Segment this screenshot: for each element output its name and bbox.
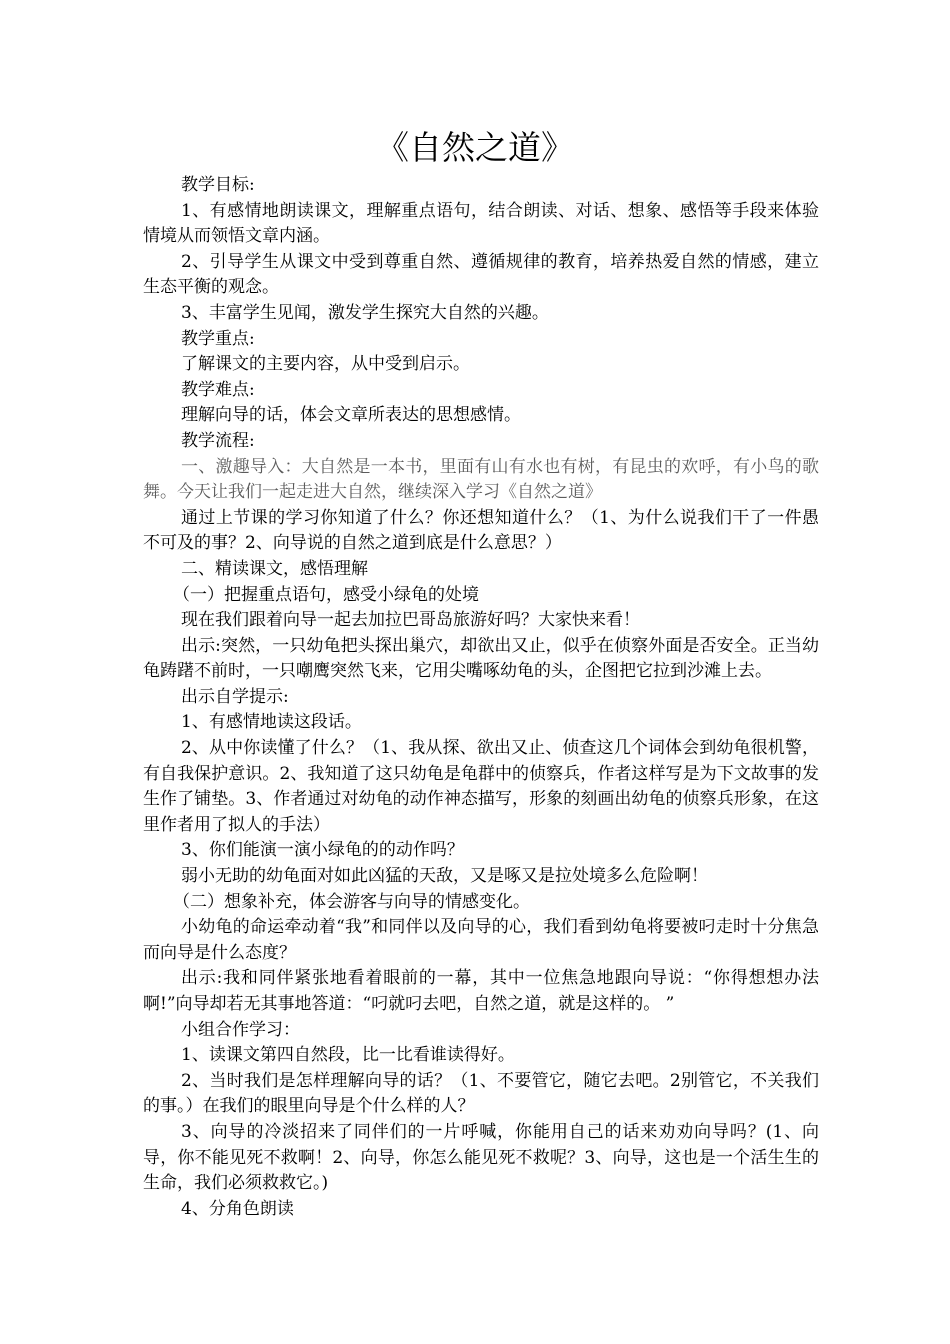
goal-item: 1、有感情地朗读课文，理解重点语句，结合朗读、对话、想象、感悟等手段来体验情境从而领悟文章内涵。 [143,200,819,247]
body-paragraph: 弱小无助的幼龟面对如此凶猛的天敌，又是啄又是拉处境多么危险啊！ [181,866,708,887]
goal-item: 3、丰富学生见闻，激发学生探究大自然的兴趣。 [181,302,549,323]
list-item: 1、读课文第四自然段，比一比看谁读得好。 [181,1045,515,1066]
body-paragraph: 通过上节课的学习你知道了什么？你还想知道什么？（1、为什么说我们干了一件愚不可及的事？2、向导说的自然之道到底是什么意思？） [143,507,819,554]
heading-difficulties: 教学难点: [181,379,255,400]
document-body [143,173,819,1222]
document-title: 《自然之道》 [376,128,574,167]
body-paragraph: 小幼龟的命运牵动着“我”和同伴以及向导的心，我们看到幼龟将要被叼走时十分焦急而向导是什么态度？ [143,917,819,963]
heading-teaching-process: 教学流程: [181,430,255,451]
body-paragraph: 小组合作学习： [181,1019,300,1040]
key-points-text: 了解课文的主要内容，从中受到启示。 [181,354,470,375]
body-paragraph: 现在我们跟着向导一起去加拉巴哥岛旅游好吗？大家快来看！ [181,610,640,631]
list-item: 3、向导的冷淡招来了同伴们的一片呼喊，你能用自己的话来劝劝向导吗？(1、向导，你不能见死不救啊！2、向导，你怎么能见死不救呢？3、向导，这也是一个活生生的生命，我们必须救救它。) [143,1121,819,1194]
subsection-heading: （一）把握重点语句，感受小绿龟的处境 [173,584,479,605]
body-paragraph: 出示自学提示: [181,686,289,707]
heading-key-points: 教学重点: [181,328,255,349]
heading-teaching-goals: 教学目标: [181,175,255,195]
list-item: 2、从中你读懂了什么？（1、我从探、欲出又止、侦查这几个词体会到幼龟很机警，有自我保护意识。2、我知道了这只幼龟是龟群中的侦察兵，作者这样写是为下文故事的发生作了铺垫。3、作者通过对幼龟的动作神态描写，形象的刻画出幼龟的侦察兵形象，在这里作者用了拟人的手法） [143,738,819,835]
intro-paragraph: 一、激趣导入：大自然是一本书，里面有山有水也有树，有昆虫的欢呼，有小鸟的歌舞。今天让我们一起走进大自然，继续深入学习《自然之道》 [143,456,819,503]
difficulties-text: 理解向导的话，体会文章所表达的思想感情。 [181,405,521,426]
list-item: 1、有感情地读这段话。 [181,712,362,733]
list-item: 2、当时我们是怎样理解向导的话？（1、不要管它，随它去吧。2别管它，不关我们的事。）在我们的眼里向导是个什么样的人？ [143,1070,819,1117]
list-item: 3、你们能演一演小绿龟的的动作吗？ [181,840,464,861]
quoted-passage: 出示:突然，一只幼龟把头探出巢穴，却欲出又止，似乎在侦察外面是否安全。正当幼龟踌躇不前时，一只嘲鹰突然飞来，它用尖嘴啄幼龟的头，企图把它拉到沙滩上去。 [143,635,819,682]
list-item: 4、分角色朗读 [181,1198,294,1219]
subsection-heading: （二）想象补充，体会游客与向导的情感变化。 [173,891,530,912]
section-heading: 二、精读课文，感悟理解 [181,558,368,579]
quoted-passage: 出示:我和同伴紧张地看着眼前的一幕，其中一位焦急地跟向导说：“你得想想办法啊!”向导却若无其事地答道：“叼就叼去吧，自然之道，就是这样的。 ” [143,968,819,1014]
goal-item: 2、引导学生从课文中受到尊重自然、遵循规律的教育，培养热爱自然的情感，建立生态平衡的观念。 [143,251,819,298]
